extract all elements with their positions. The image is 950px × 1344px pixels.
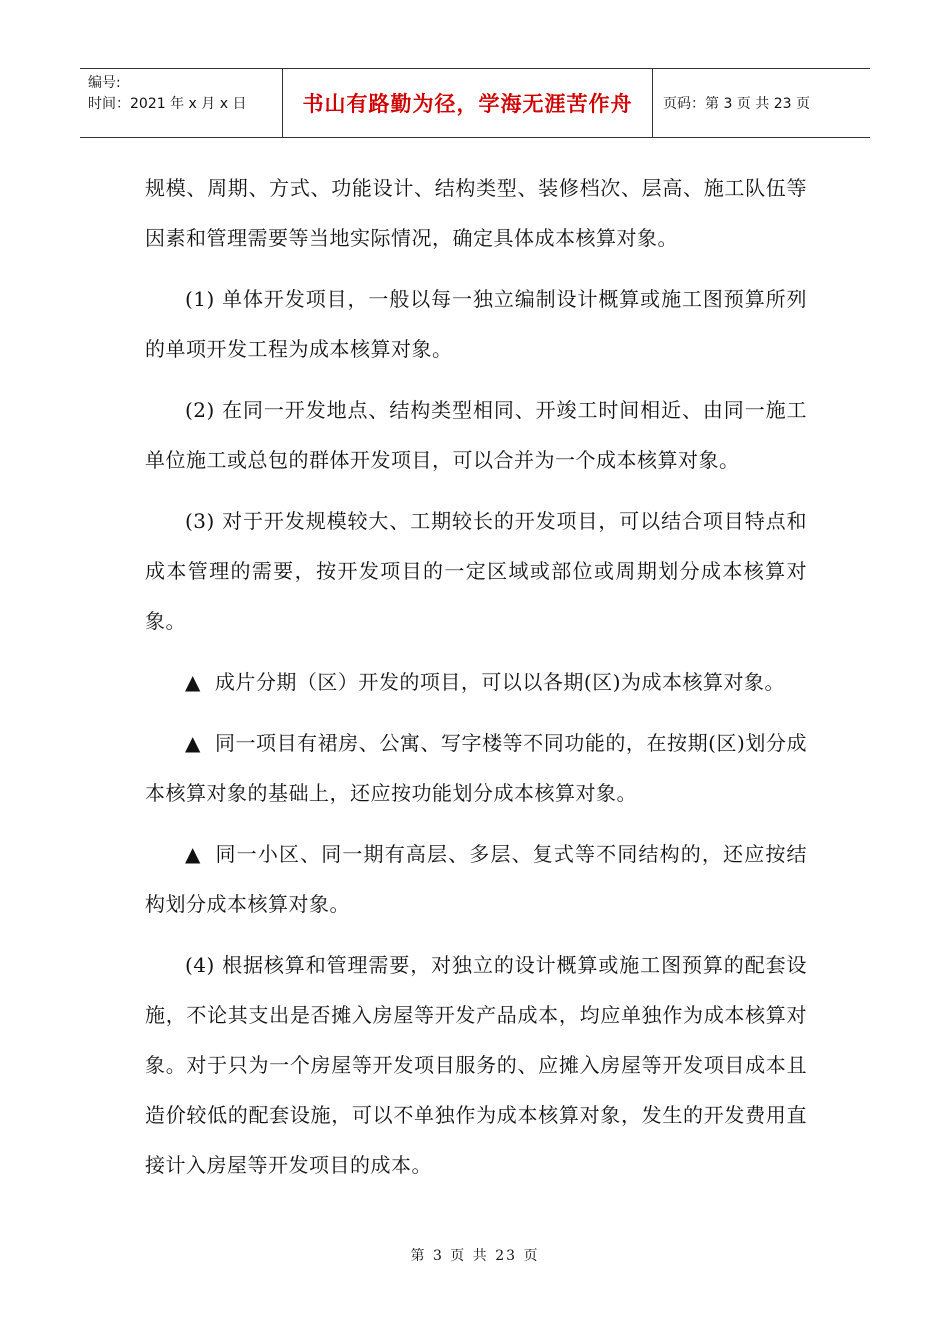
- paragraph-continued: 规模、周期、方式、功能设计、结构类型、装修档次、层高、施工队伍等因素和管理需要等当地实际情况，确定具体成本核算对象。: [145, 176, 807, 250]
- paragraph-item-3: (3) 对于开发规模较大、工期较长的开发项目，可以结合项目特点和成本管理的需要，按开发项目的一定区域或部位或周期划分成本核算对象。: [145, 509, 807, 633]
- document-date: 时间：2021 年 x 月 x 日: [88, 96, 247, 112]
- page-footer: 第 3 页 共 23 页: [410, 1248, 540, 1264]
- header-page-cell: [653, 69, 870, 137]
- bullet-paragraph-1: [145, 657, 807, 707]
- bullet-text-1: 成片分期（区）开发的项目，可以以各期(区)为成本核算对象。: [214, 670, 785, 694]
- header-page-info: 页码：第 3 页 共 23 页: [663, 96, 810, 112]
- paragraph-item-1: (1) 单体开发项目，一般以每一独立编制设计概算或施工图预算所列的单项开发工程为成本核算对象。: [145, 287, 807, 361]
- paragraph-item-2: (2) 在同一开发地点、结构类型相同、开竣工时间相近、由同一施工单位施工或总包的群体开发项目，可以合并为一个成本核算对象。: [145, 398, 807, 472]
- document-number-label: 编号:: [88, 75, 121, 91]
- bullet-triangle-icon: ▲: [185, 670, 201, 694]
- bullet-paragraph-2: [145, 718, 807, 818]
- header-motto-cell: [283, 69, 653, 137]
- bullet-text-3: 同一小区、同一期有高层、多层、复式等不同结构的，还应按结构划分成本核算对象。: [145, 842, 807, 916]
- paragraph-item-4: (4) 根据核算和管理需要，对独立的设计概算或施工图预算的配套设施，不论其支出是否摊入房屋等开发产品成本，均应单独作为成本核算对象。对于只为一个房屋等开发项目服务的、应摊入房屋等开发项目成本且造价较低的配套设施，可以不单独作为成本核算对象，发生的开发费用直接计入房屋等开发项目的成本。: [145, 953, 807, 1177]
- bullet-paragraph-3: [145, 829, 807, 929]
- bullet-triangle-icon: ▲: [185, 842, 202, 866]
- page-header: [80, 68, 870, 138]
- header-meta: [80, 69, 283, 137]
- bullet-text-2: 同一项目有裙房、公寓、写字楼等不同功能的，在按期(区)划分成本核算对象的基础上，还应按功能划分成本核算对象。: [145, 731, 807, 805]
- bullet-triangle-icon: ▲: [185, 731, 201, 755]
- header-motto: 书山有路勤为径，学海无涯苦作舟: [302, 92, 633, 116]
- document-body: [145, 163, 807, 1201]
